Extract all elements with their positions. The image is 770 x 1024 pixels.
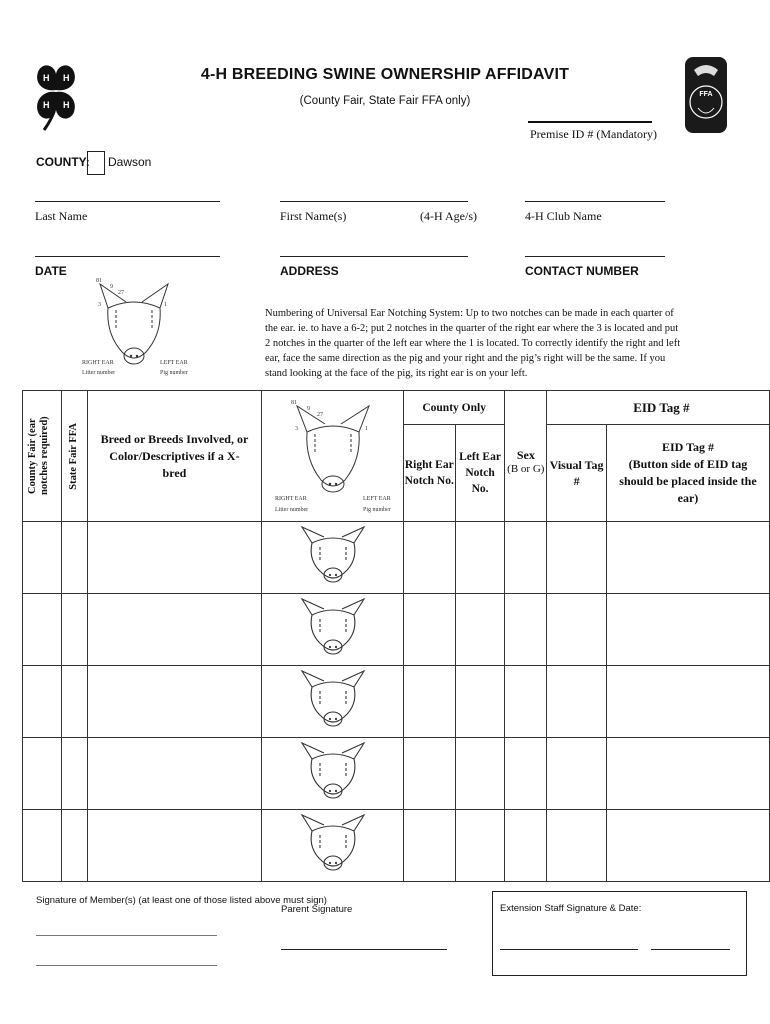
eid-group-header: EID Tag # [547,391,770,425]
last-name-label: Last Name [35,209,88,223]
pig-head-icon [294,868,372,880]
pig-head-icon [294,724,372,736]
sex-cell[interactable] [505,738,547,810]
county-checkbox[interactable] [87,151,105,175]
table-row [23,594,770,666]
notch-value: 81 [290,399,297,406]
svg-text:H: H [43,100,50,110]
county-fair-cell[interactable] [23,738,62,810]
extension-signature-line[interactable] [500,949,638,950]
pig-number-label: Pig number [160,370,188,376]
county-fair-col-header: County Fair (ear notches required) [23,391,62,522]
parent-signature-line[interactable] [281,949,447,950]
pig-ear-cell[interactable] [262,522,404,594]
svg-text:FFA: FFA [699,91,713,98]
sex-cell[interactable] [505,810,547,882]
left-ear-label: LEFT EAR [160,360,188,366]
pig-head-icon [294,796,372,808]
state-fair-col-header: State Fair FFA [61,391,87,522]
address-label: ADDRESS [280,264,339,278]
first-name-line[interactable] [280,201,468,202]
visual-tag-cell[interactable] [547,738,607,810]
right-ear-cell[interactable] [403,666,455,738]
notch-value: 9 [110,284,113,290]
eid-cell[interactable] [606,810,769,882]
sex-cell[interactable] [505,594,547,666]
left-ear-label: LEFT EAR [362,495,391,502]
right-ear-label: RIGHT EAR [82,360,114,366]
breed-col-header: Breed or Breeds Involved, or Color/Descriptives if a X-bred [87,391,261,522]
county-fair-cell[interactable] [23,666,62,738]
notch-value: 1 [364,425,368,432]
pig-head-icon [294,580,372,592]
left-ear-cell[interactable] [455,594,505,666]
left-ear-cell[interactable] [455,522,505,594]
extension-date-line[interactable] [651,949,730,950]
right-ear-cell[interactable] [403,810,455,882]
notch-value: 9 [306,405,310,412]
table-row [23,738,770,810]
breed-cell[interactable] [87,810,261,882]
notching-instructions: Numbering of Universal Ear Notching System: Up to two notches can be made in each quarter of the ear. ie. to have a 6-2; put 2 notches in the quarter of the right ear where the 3 is located and put 2 notches in the quarter of the left ear where the 1 is located. To correctly identify the right and left ear, face the same direction as the pig and your right and the pig’s right will be the same. If you stand looking at the face of the pig, its right ear is on your left. [265,308,681,379]
litter-number-label: Litter number [274,506,308,513]
right-ear-cell[interactable] [403,594,455,666]
eid-cell[interactable] [606,666,769,738]
pig-number-label: Pig number [362,506,391,513]
county-fair-cell[interactable] [23,522,62,594]
table-row [23,810,770,882]
pig-ear-cell[interactable] [262,810,404,882]
county-fair-cell[interactable] [23,810,62,882]
county-fair-cell[interactable] [23,594,62,666]
county-label: COUNTY: [36,155,90,169]
extension-signature-label: Extension Staff Signature & Date: [500,903,642,914]
member-signature-line-2[interactable] [36,965,217,966]
breed-cell[interactable] [87,738,261,810]
date-label: DATE [35,264,67,278]
right-ear-cell[interactable] [403,738,455,810]
age-label: (4-H Age/s) [420,209,477,223]
eid-col-header: EID Tag # (Button side of EID tag should be placed inside the ear) [606,425,769,522]
notch-value: 81 [96,278,102,284]
svg-text:H: H [63,100,70,110]
notch-value: 3 [294,425,298,432]
state-fair-cell[interactable] [61,738,87,810]
left-ear-cell[interactable] [455,810,505,882]
last-name-line[interactable] [35,201,220,202]
svg-text:H: H [43,73,50,83]
state-fair-cell[interactable] [61,666,87,738]
county-value[interactable]: Dawson [108,155,152,169]
right-ear-cell[interactable] [403,522,455,594]
visual-tag-cell[interactable] [547,594,607,666]
sex-cell[interactable] [505,522,547,594]
premise-id-line[interactable] [528,121,652,123]
left-ear-cell[interactable] [455,666,505,738]
visual-tag-cell[interactable] [547,810,607,882]
club-name-line[interactable] [525,201,665,202]
notch-value: 1 [164,302,167,308]
address-line[interactable] [280,256,468,257]
visual-tag-cell[interactable] [547,666,607,738]
ear-diagram-cell [262,391,404,522]
pig-ear-cell[interactable] [262,594,404,666]
right-ear-label: RIGHT EAR [274,495,307,502]
sex-col-header: Sex (B or G) [505,391,547,522]
eid-cell[interactable] [606,594,769,666]
table-row [23,522,770,594]
club-name-label: 4-H Club Name [525,209,602,223]
notch-value: 27 [118,290,124,296]
ear-notch-diagram-small [273,392,393,518]
state-fair-cell[interactable] [61,522,87,594]
right-ear-col-header: Right Ear Notch No. [403,425,455,522]
county-only-header: County Only [403,391,505,425]
left-ear-cell[interactable] [455,738,505,810]
state-fair-cell[interactable] [61,594,87,666]
swine-table [22,390,770,882]
ear-notch-diagram [78,272,188,382]
notch-value: 27 [316,411,323,418]
eid-cell[interactable] [606,738,769,810]
svg-text:H: H [63,73,70,83]
sex-cell[interactable] [505,666,547,738]
contact-label: CONTACT NUMBER [525,264,639,278]
breed-cell[interactable] [87,522,261,594]
first-name-label: First Name(s) [280,209,347,223]
premise-id-label: Premise ID # (Mandatory) [530,127,657,141]
litter-number-label: Litter number [82,370,116,376]
date-line[interactable] [35,256,220,257]
pig-ear-cell[interactable] [262,666,404,738]
pig-ear-cell[interactable] [262,738,404,810]
member-signature-line-1[interactable] [36,935,217,936]
page-subtitle: (County Fair, State Fair FFA only) [299,95,471,107]
breed-cell[interactable] [87,666,261,738]
parent-signature-label: Parent Signature [281,904,353,915]
member-signature-label: Signature of Member(s) (at least one of those listed above must sign) [36,895,327,906]
pig-head-icon [294,652,372,664]
page-title: 4-H BREEDING SWINE OWNERSHIP AFFIDAVIT [200,66,570,83]
visual-tag-cell[interactable] [547,522,607,594]
table-row [23,666,770,738]
visual-tag-col-header: Visual Tag # [547,425,607,522]
contact-line[interactable] [525,256,665,257]
state-fair-cell[interactable] [61,810,87,882]
left-ear-col-header: Left Ear Notch No. [455,425,505,522]
notch-value: 3 [98,302,101,308]
eid-cell[interactable] [606,522,769,594]
breed-cell[interactable] [87,594,261,666]
